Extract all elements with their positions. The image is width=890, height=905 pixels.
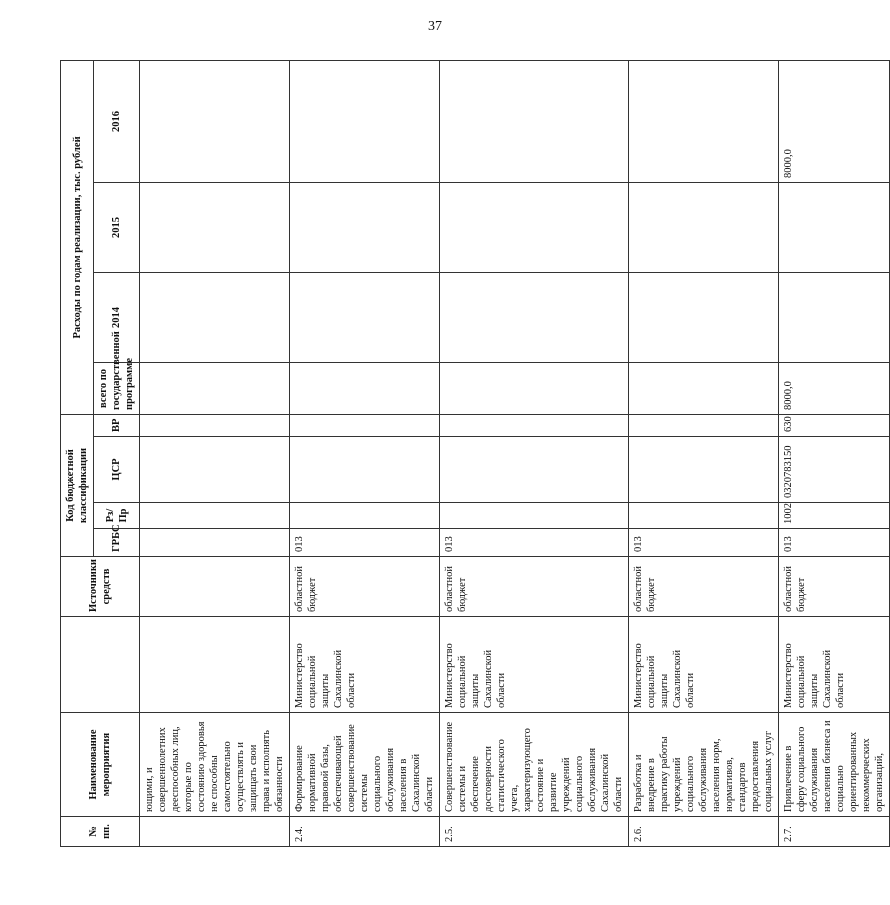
cell-rz bbox=[629, 503, 779, 529]
cell-grbs: 013 bbox=[629, 529, 779, 557]
cell-2015 bbox=[779, 182, 890, 272]
header-budget-code: Код бюджетной классификации bbox=[61, 414, 94, 556]
header-sources: Источники средств bbox=[61, 557, 140, 617]
cell-csr bbox=[629, 437, 779, 503]
cell-vr bbox=[440, 414, 629, 436]
cell-num: 2.6. bbox=[629, 817, 779, 847]
cell-2015 bbox=[140, 182, 290, 272]
cell-2015 bbox=[629, 182, 779, 272]
cell-grbs bbox=[140, 529, 290, 557]
cell-total bbox=[629, 362, 779, 414]
cell-2016: 8000,0 bbox=[779, 60, 890, 182]
cell-2014 bbox=[290, 272, 440, 362]
cell-2014 bbox=[140, 272, 290, 362]
table-row bbox=[629, 60, 779, 846]
header-2015: 2015 bbox=[94, 182, 140, 272]
header-vr: ВР bbox=[94, 414, 140, 436]
cell-num: 2.4. bbox=[290, 817, 440, 847]
cell-executor: Министерство социальной защиты Сахалинской области bbox=[629, 617, 779, 713]
cell-vr bbox=[140, 414, 290, 436]
cell-source: областной бюджет bbox=[629, 557, 779, 617]
header-executor bbox=[61, 617, 140, 713]
cell-csr: 0320783150 bbox=[779, 437, 890, 503]
cell-2014 bbox=[440, 272, 629, 362]
cell-total bbox=[290, 362, 440, 414]
table-row bbox=[779, 60, 890, 846]
header-2016: 2016 bbox=[94, 60, 140, 182]
cell-vr: 630 bbox=[779, 414, 890, 436]
cell-2015 bbox=[440, 182, 629, 272]
table-row bbox=[140, 60, 290, 846]
header-csr: ЦСР bbox=[94, 437, 140, 503]
cell-rz bbox=[440, 503, 629, 529]
cell-vr bbox=[629, 414, 779, 436]
cell-2016 bbox=[629, 60, 779, 182]
cell-name: Разработка и внедрение в практику работы учреждений социального обслуживания населения норм, нормативов, стандартов предоставления социальных услуг bbox=[629, 713, 779, 817]
program-table bbox=[60, 60, 890, 847]
cell-total: 8000,0 bbox=[779, 362, 890, 414]
cell-2016 bbox=[440, 60, 629, 182]
header-expenses: Расходы по годам реализации, тыс. рублей bbox=[61, 60, 94, 414]
header-grbs: ГРБС bbox=[94, 529, 140, 557]
cell-total bbox=[440, 362, 629, 414]
cell-num: 2.5. bbox=[440, 817, 629, 847]
cell-total bbox=[140, 362, 290, 414]
cell-csr bbox=[290, 437, 440, 503]
header-rz-pr: Рз/ Пр bbox=[94, 503, 140, 529]
cell-source: областной бюджет bbox=[290, 557, 440, 617]
cell-executor bbox=[140, 617, 290, 713]
cell-executor: Министерство социальной защиты Сахалинской области bbox=[779, 617, 890, 713]
table-row bbox=[290, 60, 440, 846]
header-total: всего по государственной программе bbox=[94, 362, 140, 414]
cell-rz bbox=[290, 503, 440, 529]
header-name: Наименование мероприятия bbox=[61, 713, 140, 817]
cell-grbs: 013 bbox=[779, 529, 890, 557]
cell-csr bbox=[140, 437, 290, 503]
page-number: 37 bbox=[428, 19, 442, 34]
cell-source: областной бюджет bbox=[779, 557, 890, 617]
cell-2016 bbox=[140, 60, 290, 182]
cell-num: 2.7. bbox=[779, 817, 890, 847]
cell-name: ющими, и совершеннолетних дееспособных лиц, которые по состоянию здоровья не способны самостоятельно осуществлять и защищать свои права и исполнять обязанности bbox=[140, 713, 290, 817]
cell-name: Формирование нормативной правовой базы, обеспечивающей совершенствование системы социального обслуживания населения в Сахалинской области bbox=[290, 713, 440, 817]
cell-2015 bbox=[290, 182, 440, 272]
cell-source: областной бюджет bbox=[440, 557, 629, 617]
cell-name: Привлечение в сферу социального обслуживания населения бизнеса и социально ориентированных некоммерческих организаций, bbox=[779, 713, 890, 817]
cell-2014 bbox=[629, 272, 779, 362]
cell-grbs: 013 bbox=[290, 529, 440, 557]
cell-name: Совершенствование системы и обеспечение достоверности статистического учета, характеризующего состояние и развитие учреждений социального обслуживания Сахалинской области bbox=[440, 713, 629, 817]
header-2014: 2014 bbox=[94, 272, 140, 362]
cell-rz bbox=[140, 503, 290, 529]
header-num: № пп. bbox=[61, 817, 140, 847]
cell-2016 bbox=[290, 60, 440, 182]
cell-vr bbox=[290, 414, 440, 436]
cell-source bbox=[140, 557, 290, 617]
cell-executor: Министерство социальной защиты Сахалинской области bbox=[290, 617, 440, 713]
cell-executor: Министерство социальной защиты Сахалинской области bbox=[440, 617, 629, 713]
cell-grbs: 013 bbox=[440, 529, 629, 557]
cell-rz: 1002 bbox=[779, 503, 890, 529]
cell-num bbox=[140, 817, 290, 847]
cell-csr bbox=[440, 437, 629, 503]
table-row bbox=[440, 60, 629, 846]
cell-2014 bbox=[779, 272, 890, 362]
